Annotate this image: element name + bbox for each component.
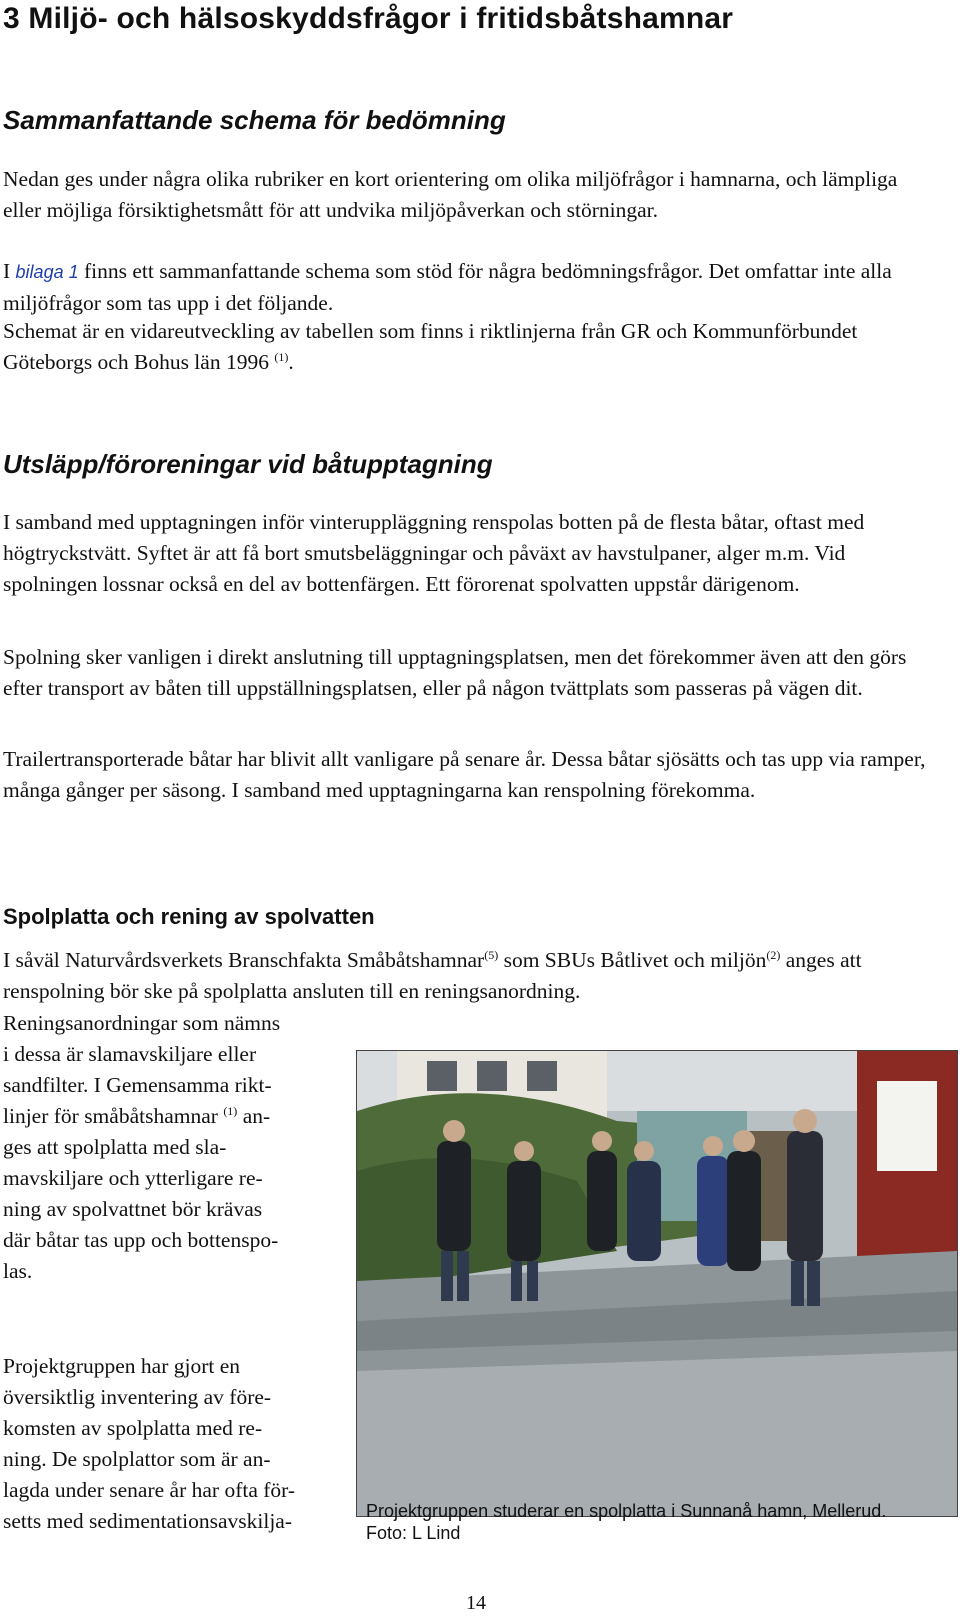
text-line <box>3 1101 348 1132</box>
caption-line: Projektgruppen studerar en spolplatta i Sunnanå hamn, Mellerud. <box>366 1501 887 1521</box>
paragraph-spolning: Spolning sker vanligen i direkt anslutning till upptagningsplatsen, men det förekommer även att den görs efter transport av båten till uppställningsplatsen, eller på någon tvättplats som passeras på vägen dit. <box>3 645 907 700</box>
text-line: komsten av spolplatta med re- <box>3 1416 263 1440</box>
text-line: i dessa är slamavskiljare eller <box>3 1042 257 1066</box>
text-line: Reningsanordningar som nämns <box>3 1011 281 1035</box>
chapter-title: 3 Miljö- och hälsoskyddsfrågor i fritidsbåtshamnar <box>3 2 734 35</box>
bilaga-link[interactable]: bilaga 1 <box>15 262 79 282</box>
page-number: 14 <box>466 1592 486 1614</box>
paragraph-trailer: Trailertransporterade båtar har blivit allt vanligare på senare år. Dessa båtar sjösätts och tas upp via ramper, många gånger per säsong. I samband med upptagningarna kan renspolning förekomma. <box>3 747 926 802</box>
section-heading-utslapp: Utsläpp/föroreningar vid båtupptagning <box>3 449 493 479</box>
section-heading-sammanfattande: Sammanfattande schema för bedömning <box>3 105 506 135</box>
text-segment: . <box>288 350 294 374</box>
text-segment: anges att renspolning bör ske på spolplatta ansluten till en reningsanordning. <box>3 948 862 1003</box>
paragraph-upptagning: I samband med upptagningen inför vinteruppläggning renspolas botten på de flesta båtar, oftast med högtryckstvätt. Syftet är att få bort smutsbeläggningar och påväxt av havstulpaner, alger m.m. Vid spolningen lossnar också en del av bottenfärgen. Ett förorenat spolvatten uppstår därigenom. <box>3 510 865 596</box>
text-segment: finns ett sammanfattande schema som stöd för några bedömningsfrågor. Det omfattar inte alla miljöfrågor som tas upp i det följande. <box>3 259 892 315</box>
text-segment: I såväl Naturvårdsverkets Branschfakta Småbåtshamnar <box>3 948 485 972</box>
reference-marker: (1) <box>223 1103 238 1118</box>
caption-credit: Foto: L Lind <box>366 1523 461 1543</box>
text-line: sandfilter. I Gemensamma rikt- <box>3 1073 272 1097</box>
section-heading-spolplatta: Spolplatta och rening av spolvatten <box>3 904 375 929</box>
paragraph-schema <box>3 316 903 378</box>
photo-spolplatta <box>356 1050 958 1517</box>
reference-marker: (5) <box>484 947 499 962</box>
text-line: setts med sedimentationsavskilja- <box>3 1509 293 1533</box>
text-line: Projektgruppen har gjort en <box>3 1354 241 1378</box>
photo-caption <box>366 1500 886 1544</box>
text-segment: linjer för småbåtshamnar <box>3 1104 224 1128</box>
paragraph-projektgruppen <box>3 1351 348 1537</box>
text-segment: I <box>3 259 16 283</box>
reference-marker: (2) <box>766 947 781 962</box>
text-line: lagda under senare år har ofta för- <box>3 1478 296 1502</box>
text-line: las. <box>3 1259 33 1283</box>
paragraph-bilaga <box>3 256 933 319</box>
text-line: ning av spolvattnet bör krävas <box>3 1197 263 1221</box>
text-line: mavskiljare och ytterligare re- <box>3 1166 263 1190</box>
photo-illustration <box>357 1051 957 1516</box>
paragraph-branschfakta <box>3 945 923 1007</box>
text-line: översiktlig inventering av före- <box>3 1385 272 1409</box>
paragraph-intro: Nedan ges under några olika rubriker en kort orientering om olika miljöfrågor i hamnarna, och lämpliga eller möjliga försiktighetsmått för att undvika miljöpåverkan och störningar. <box>3 167 898 222</box>
text-segment: an- <box>237 1104 271 1128</box>
paragraph-reningsanordningar <box>3 1008 348 1287</box>
text-segment: Schemat är en vidareutveckling av tabellen som finns i riktlinjerna från GR och Kommunförbundet Göteborgs och Bohus län 1996 <box>3 319 858 374</box>
text-line: ning. De spolplattor som är an- <box>3 1447 271 1471</box>
text-line: ges att spolplatta med sla- <box>3 1135 227 1159</box>
reference-marker: (1) <box>274 349 289 364</box>
text-line: där båtar tas upp och bottenspo- <box>3 1228 279 1252</box>
text-segment: som SBUs Båtlivet och miljön <box>498 948 767 972</box>
